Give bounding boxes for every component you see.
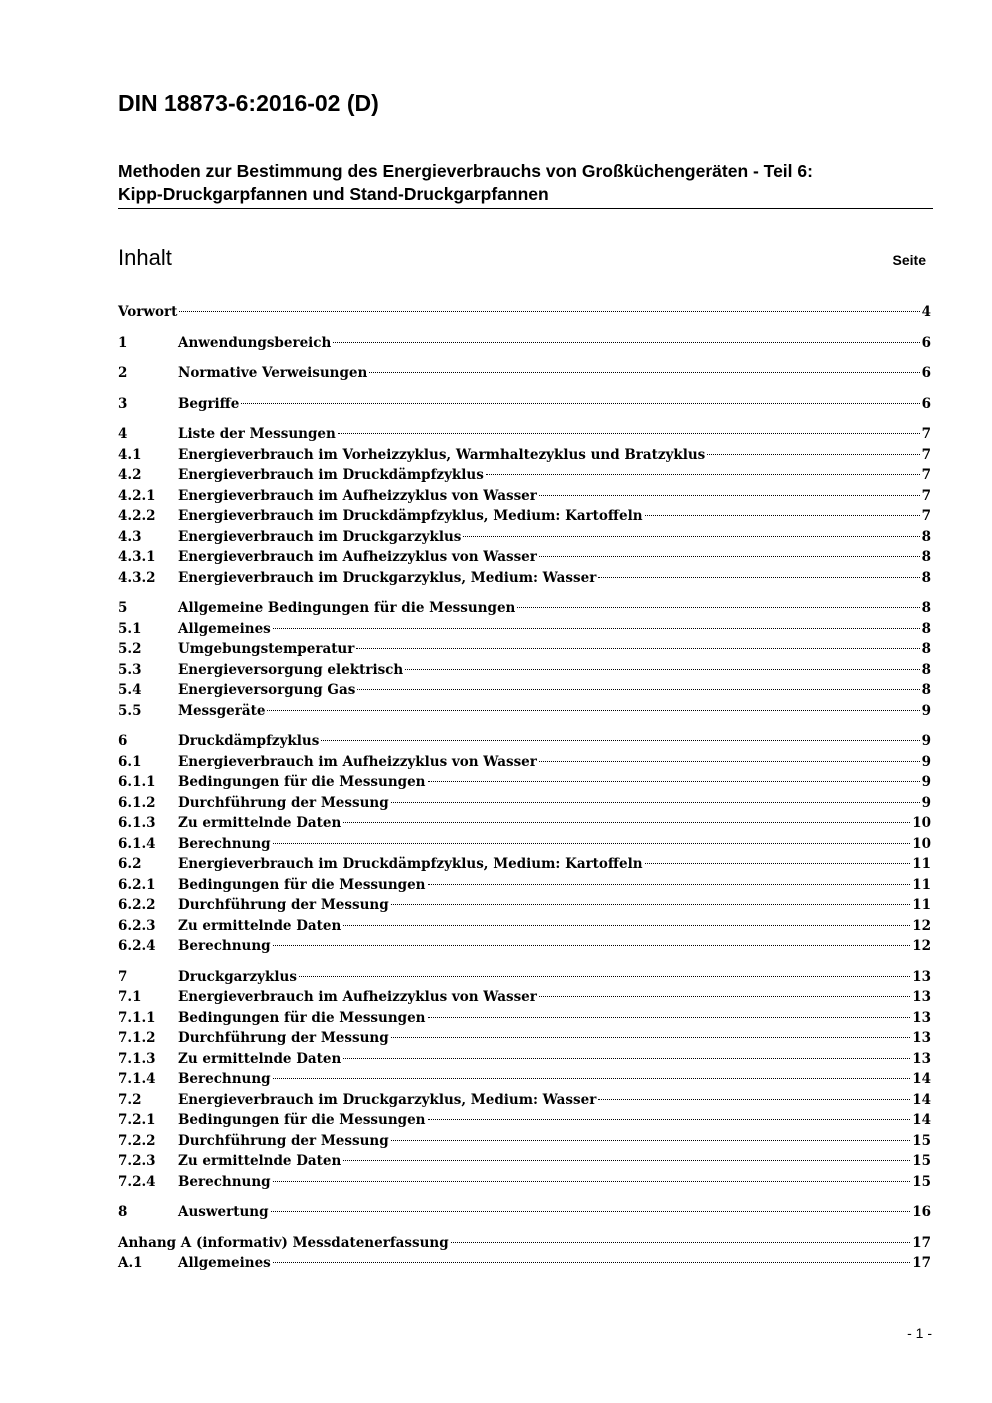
toc-entry-number: 7.1.2 [118, 1030, 156, 1046]
toc-entry-number: 6.1.1 [118, 774, 156, 790]
toc-entry-title: Zu ermittelnde Daten [178, 1153, 342, 1169]
toc-entry-page: 15 [912, 1153, 931, 1169]
toc-entry-page: 6 [921, 334, 931, 351]
toc-entry-number: 4.3 [118, 528, 142, 545]
toc-entry-title: Bedingungen für die Messungen [178, 774, 426, 790]
toc-entry-page: 8 [921, 600, 931, 616]
toc-entry-number: 6 [118, 733, 128, 749]
toc-entry-page: 7 [921, 467, 931, 483]
toc-entry-title: Anwendungsbereich [178, 334, 332, 351]
toc-entry-page: 6 [921, 365, 931, 381]
toc-entry-title: Auswertung [178, 1204, 269, 1220]
toc-entry-number: 4.2.1 [118, 487, 156, 504]
toc-entry-page: 8 [921, 661, 931, 678]
toc-entry-number: 5 [118, 600, 128, 616]
toc-entry-number: 7.1.3 [118, 1050, 156, 1067]
toc-dot-leader [179, 310, 919, 312]
toc-entry-number: 4.3.1 [118, 549, 156, 565]
toc-entry[interactable] [118, 1049, 931, 1070]
toc-entry[interactable] [118, 731, 931, 752]
toc-entry-number: 6.2.2 [118, 897, 156, 913]
toc-dot-leader [273, 1180, 911, 1182]
toc-entry-page: 9 [921, 774, 931, 790]
toc-entry-number: 6.1.3 [118, 815, 156, 831]
toc-entry-number: 7.1 [118, 989, 142, 1005]
toc-entry-number: 5.1 [118, 620, 142, 637]
toc-entry-page: 12 [912, 917, 931, 934]
toc-entry[interactable] [118, 424, 931, 445]
toc-entry[interactable] [118, 752, 931, 773]
toc-group [118, 363, 931, 384]
toc-entry-title: Energieverbrauch im Druckdämpfzyklus [178, 467, 484, 483]
toc-entry-title: Energieverbrauch im Druckgarzyklus, Medium: Wasser [178, 1091, 597, 1108]
toc-entry[interactable] [118, 967, 931, 988]
toc-entry-title: Energieversorgung Gas [178, 682, 356, 698]
toc-entry-number: 4 [118, 426, 128, 442]
toc-dot-leader [321, 739, 919, 741]
toc-dot-leader [391, 801, 920, 803]
toc-entry-title: Energieverbrauch im Aufheizzyklus von Wasser [178, 753, 537, 770]
toc-entry-page: 17 [912, 1234, 931, 1251]
toc-entry-title: Energieverbrauch im Aufheizzyklus von Wasser [178, 487, 537, 504]
toc-entry-page: 8 [921, 620, 931, 637]
toc-dot-leader [333, 341, 919, 343]
toc-entry[interactable] [118, 1110, 931, 1131]
toc-entry-number: 7.1.1 [118, 1009, 156, 1026]
toc-entry-page: 8 [921, 549, 931, 565]
toc-entry-number: 7.1.4 [118, 1071, 156, 1087]
toc-entry[interactable] [118, 834, 931, 855]
toc-dot-leader [707, 453, 919, 455]
toc-entry-page: 16 [912, 1204, 931, 1220]
toc-entry[interactable] [118, 1069, 931, 1090]
toc-dot-leader [539, 494, 920, 496]
toc-entry[interactable] [118, 394, 931, 415]
toc-dot-leader [356, 647, 919, 649]
toc-entry-number: 6.2.4 [118, 938, 156, 954]
toc-dot-leader [428, 883, 911, 885]
toc-dot-leader [369, 371, 919, 373]
toc-entry[interactable] [118, 680, 931, 701]
toc-entry-page: 13 [912, 989, 931, 1005]
toc-entry-title: Durchführung der Messung [178, 794, 389, 811]
toc-dot-leader [391, 1139, 911, 1141]
toc-entry-number: 7.2 [118, 1091, 142, 1108]
toc-entry-page: 13 [912, 1009, 931, 1026]
toc-dot-leader [343, 924, 910, 926]
toc-entry[interactable] [118, 1172, 931, 1193]
toc-dot-leader [405, 668, 919, 670]
toc-entry-title: Bedingungen für die Messungen [178, 1112, 426, 1128]
toc-entry-title: Zu ermittelnde Daten [178, 1050, 342, 1067]
toc-entry-title: Energieverbrauch im Druckgarzyklus [178, 528, 462, 545]
toc-entry-title: Durchführung der Messung [178, 1132, 389, 1149]
toc-dot-leader [463, 535, 919, 537]
toc-entry-number: 4.3.2 [118, 569, 156, 586]
toc-entry[interactable] [118, 875, 931, 896]
toc-entry[interactable] [118, 1090, 931, 1111]
toc-entry-page: 9 [921, 702, 931, 719]
toc-entry-page: 12 [912, 938, 931, 954]
toc-entry[interactable] [118, 1008, 931, 1029]
toc-entry-title: Energieverbrauch im Druckdämpfzyklus, Medium: Kartoffeln [178, 856, 643, 872]
toc-entry-title: Umgebungstemperatur [178, 641, 355, 657]
toc-entry-title: Allgemeines [178, 1255, 271, 1271]
toc-entry-title: Energieverbrauch im Druckgarzyklus, Medium: Wasser [178, 569, 597, 586]
toc-entry-title: Begriffe [178, 395, 240, 412]
toc-entry[interactable] [118, 363, 931, 384]
toc-entry-title: Durchführung der Messung [178, 897, 389, 913]
toc-entry-title: Anhang A (informativ) Messdatenerfassung [118, 1234, 449, 1251]
toc-entry-number: 5.3 [118, 661, 142, 678]
toc-entry[interactable] [118, 936, 931, 957]
toc-entry-number: 5.2 [118, 641, 142, 657]
toc-entry[interactable] [118, 1202, 931, 1223]
page-number: - 1 - [907, 1325, 932, 1341]
toc-entry[interactable] [118, 895, 931, 916]
toc-entry-number: 7 [118, 968, 128, 985]
toc-entry[interactable] [118, 445, 931, 466]
toc-entry[interactable] [118, 547, 931, 568]
toc-entry-number: 4.2.2 [118, 508, 156, 524]
toc-entry-title: Berechnung [178, 938, 271, 954]
toc-entry-title: Energieversorgung elektrisch [178, 661, 404, 678]
toc-entry-page: 15 [912, 1132, 931, 1149]
toc-entry-number: 2 [118, 365, 128, 381]
toc-entry[interactable] [118, 568, 931, 589]
toc-dot-leader [428, 780, 920, 782]
toc-entry-number: A.1 [118, 1255, 143, 1271]
toc-entry[interactable] [118, 772, 931, 793]
toc-group [118, 731, 931, 957]
toc-dot-leader [241, 402, 919, 404]
toc-entry-page: 10 [912, 815, 931, 831]
toc-entry-title: Bedingungen für die Messungen [178, 876, 426, 893]
toc-entry-page: 13 [912, 968, 931, 985]
toc-dot-leader [357, 688, 919, 690]
toc-dot-leader [645, 514, 920, 516]
toc-entry-title: Durchführung der Messung [178, 1030, 389, 1046]
toc-entry-number: 7.2.4 [118, 1173, 156, 1190]
toc-entry[interactable] [118, 793, 931, 814]
toc-dot-leader [517, 606, 919, 608]
toc-group [118, 333, 931, 354]
toc-dot-leader [391, 903, 911, 905]
toc-dot-leader [267, 709, 919, 711]
toc-entry-title: Energieverbrauch im Vorheizzyklus, Warmhaltezyklus und Bratzyklus [178, 446, 706, 463]
toc-entry-page: 11 [912, 897, 931, 913]
toc-entry-title: Normative Verweisungen [178, 365, 368, 381]
toc-entry[interactable] [118, 302, 931, 323]
toc-entry-number: 6.2.3 [118, 917, 156, 934]
toc-group [118, 394, 931, 415]
toc-entry-number: 4.1 [118, 446, 142, 463]
toc-dot-leader [271, 1210, 911, 1212]
toc-entry-number: 7.2.3 [118, 1153, 156, 1169]
toc-entry-page: 7 [921, 446, 931, 463]
toc-entry-title: Allgemeines [178, 620, 271, 637]
toc-entry-page: 9 [921, 753, 931, 770]
toc-dot-leader [273, 944, 911, 946]
toc-entry[interactable] [118, 619, 931, 640]
toc-entry-page: 8 [921, 569, 931, 586]
toc-entry[interactable] [118, 987, 931, 1008]
toc-entry[interactable] [118, 486, 931, 507]
toc-dot-leader [645, 862, 911, 864]
toc-entry-title: Energieverbrauch im Druckdämpfzyklus, Medium: Kartoffeln [178, 508, 643, 524]
toc-entry-title: Vorwort [118, 304, 178, 320]
toc-entry-title: Druckdämpfzyklus [178, 733, 320, 749]
toc-entry-page: 17 [912, 1255, 931, 1271]
toc-entry-page: 13 [912, 1030, 931, 1046]
toc-dot-leader [343, 821, 910, 823]
toc-entry[interactable] [118, 527, 931, 548]
toc-group [118, 1202, 931, 1223]
toc-dot-leader [273, 1261, 910, 1263]
toc-entry[interactable] [118, 1028, 931, 1049]
toc-entry-page: 7 [921, 426, 931, 442]
toc-entry[interactable] [118, 916, 931, 937]
document-subtitle [118, 160, 933, 209]
toc-entry-title: Zu ermittelnde Daten [178, 815, 342, 831]
toc-dot-leader [338, 432, 920, 434]
toc-entry-number: 7.2.1 [118, 1112, 156, 1128]
toc-entry-page: 9 [921, 733, 931, 749]
toc-dot-leader [273, 1077, 911, 1079]
toc-entry-number: 6.1 [118, 753, 142, 770]
toc-entry-title: Berechnung [178, 1173, 271, 1190]
toc-entry[interactable] [118, 854, 931, 875]
toc-entry-page: 8 [921, 528, 931, 545]
toc-entry-number: 8 [118, 1204, 128, 1220]
toc-entry[interactable] [118, 660, 931, 681]
toc-heading: Inhalt [118, 245, 172, 270]
toc-entry-number: 4.2 [118, 467, 142, 483]
toc-entry-number: 3 [118, 395, 128, 412]
toc-dot-leader [598, 576, 919, 578]
toc-entry-page: 8 [921, 682, 931, 698]
toc-entry[interactable] [118, 1253, 931, 1274]
toc-entry[interactable] [118, 813, 931, 834]
toc-group [118, 1233, 931, 1274]
toc-entry-title: Energieverbrauch im Aufheizzyklus von Wasser [178, 989, 537, 1005]
toc-entry-page: 14 [912, 1071, 931, 1087]
toc-page-label: Seite [892, 252, 926, 268]
toc-entry-page: 14 [912, 1112, 931, 1128]
toc-entry-page: 14 [912, 1091, 931, 1108]
subtitle-line-1: Methoden zur Bestimmung des Energieverbrauchs von Großküchengeräten - Teil 6: [118, 161, 813, 181]
toc-entry[interactable] [118, 506, 931, 527]
toc-entry-title: Messgeräte [178, 702, 266, 719]
toc-entry[interactable] [118, 1131, 931, 1152]
toc-entry-page: 10 [912, 835, 931, 852]
toc-dot-leader [539, 760, 920, 762]
toc-entry-page: 11 [912, 876, 931, 893]
toc-entry-title: Berechnung [178, 1071, 271, 1087]
toc-dot-leader [428, 1016, 911, 1018]
toc-entry[interactable] [118, 333, 931, 354]
toc-entry-number: 7.2.2 [118, 1132, 156, 1149]
toc-header [118, 245, 926, 271]
table-of-contents [118, 302, 931, 1284]
toc-dot-leader [273, 627, 920, 629]
toc-entry[interactable] [118, 465, 931, 486]
toc-entry-title: Liste der Messungen [178, 426, 336, 442]
subtitle-line-2: Kipp-Druckgarpfannen und Stand-Druckgarpfannen [118, 184, 549, 204]
toc-entry-title: Bedingungen für die Messungen [178, 1009, 426, 1026]
toc-entry[interactable] [118, 1233, 931, 1254]
toc-entry-number: 6.1.2 [118, 794, 156, 811]
toc-entry-page: 4 [921, 304, 931, 320]
toc-entry[interactable] [118, 701, 931, 722]
toc-entry-page: 7 [921, 508, 931, 524]
toc-entry-page: 7 [921, 487, 931, 504]
document-title: DIN 18873-6:2016-02 (D) [118, 90, 379, 116]
toc-dot-leader [539, 995, 910, 997]
toc-dot-leader [343, 1159, 910, 1161]
toc-dot-leader [343, 1057, 910, 1059]
toc-entry-page: 9 [921, 794, 931, 811]
toc-entry-page: 11 [912, 856, 931, 872]
toc-dot-leader [539, 555, 920, 557]
toc-dot-leader [273, 842, 911, 844]
toc-entry-page: 13 [912, 1050, 931, 1067]
toc-dot-leader [451, 1241, 911, 1243]
toc-group [118, 598, 931, 721]
toc-entry-number: 5.5 [118, 702, 142, 719]
toc-entry-number: 6.1.4 [118, 835, 156, 852]
toc-entry[interactable] [118, 598, 931, 619]
toc-group [118, 967, 931, 1193]
toc-entry-title: Berechnung [178, 835, 271, 852]
toc-entry-title: Zu ermittelnde Daten [178, 917, 342, 934]
toc-dot-leader [598, 1098, 910, 1100]
toc-dot-leader [486, 473, 920, 475]
toc-entry[interactable] [118, 1151, 931, 1172]
toc-dot-leader [299, 975, 910, 977]
toc-entry-title: Energieverbrauch im Aufheizzyklus von Wasser [178, 549, 537, 565]
toc-entry-number: 1 [118, 334, 128, 351]
toc-group [118, 302, 931, 323]
toc-entry-page: 8 [921, 641, 931, 657]
toc-entry-page: 15 [912, 1173, 931, 1190]
toc-entry-number: 5.4 [118, 682, 142, 698]
toc-entry-title: Allgemeine Bedingungen für die Messungen [178, 600, 516, 616]
toc-entry[interactable] [118, 639, 931, 660]
toc-entry-number: 6.2 [118, 856, 142, 872]
toc-dot-leader [428, 1118, 911, 1120]
toc-entry-page: 6 [921, 395, 931, 412]
toc-group [118, 424, 931, 588]
toc-entry-title: Druckgarzyklus [178, 968, 297, 985]
toc-entry-number: 6.2.1 [118, 876, 156, 893]
toc-dot-leader [391, 1036, 911, 1038]
